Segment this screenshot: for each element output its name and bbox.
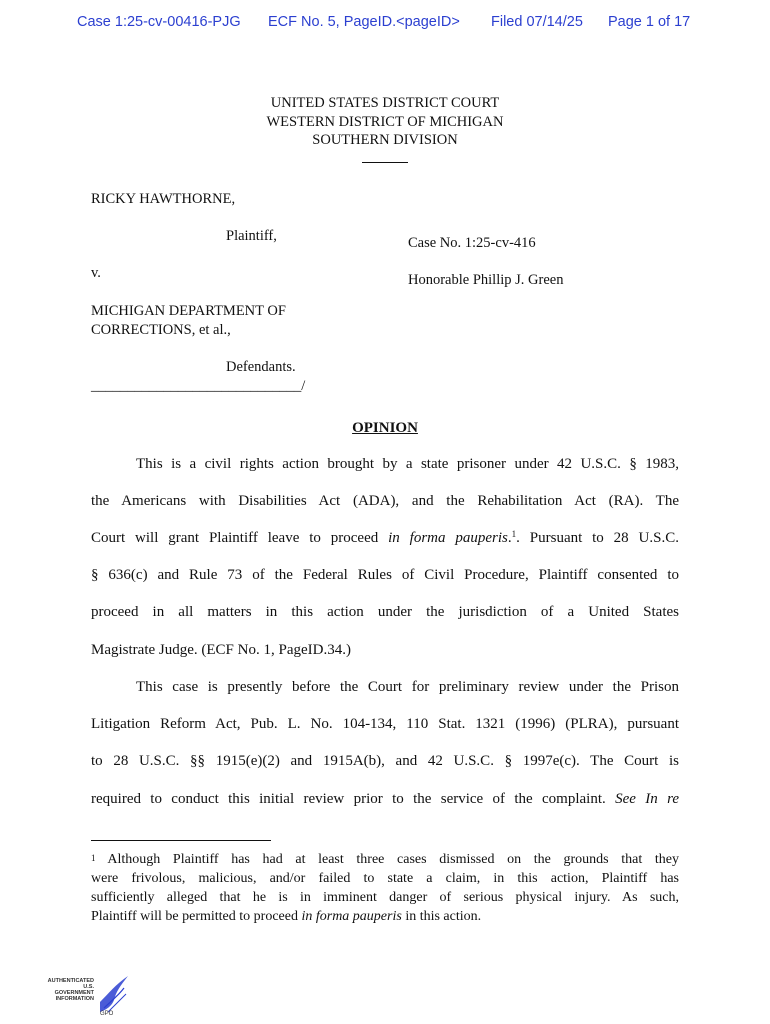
gpo-authentication-logo: AUTHENTICATED U.S. GOVERNMENT INFORMATION GPO bbox=[44, 972, 130, 1016]
filing-header bbox=[0, 14, 770, 34]
court-division: SOUTHERN DIVISION bbox=[312, 132, 458, 148]
italic-phrase: in forma pauperis bbox=[388, 530, 508, 546]
defendant-name-line2: CORRECTIONS, et al., bbox=[91, 322, 231, 338]
eagle-icon bbox=[94, 972, 130, 1016]
body-line: proceed in all matters in this action under the jurisdiction of a United States bbox=[91, 604, 679, 620]
body-line: Magistrate Judge. (ECF No. 1, PageID.34.) bbox=[91, 642, 351, 658]
body-line: This is a civil rights action brought by a state prisoner under 42 U.S.C. § 1983, bbox=[136, 456, 679, 472]
svg-text:GPO: GPO bbox=[100, 1011, 114, 1016]
footnote bbox=[91, 850, 679, 926]
page-count-stamp: Page 1 of 17 bbox=[608, 14, 691, 30]
case-number: Case No. 1:25-cv-416 bbox=[408, 235, 536, 251]
defendant-role: Defendants. bbox=[226, 359, 296, 375]
versus: v. bbox=[91, 265, 101, 281]
footnote-line: sufficiently alleged that he is in imminent danger of serious physical injury. As such, bbox=[91, 890, 679, 905]
footnote-line: were frivolous, malicious, and/or failed to state a claim, in this action, Plaintiff has bbox=[91, 871, 679, 886]
case-number-stamp: Case 1:25-cv-00416-PJG bbox=[77, 14, 241, 30]
footnote-number: 1 bbox=[91, 853, 96, 863]
ecf-stamp: ECF No. 5, PageID.<pageID> bbox=[268, 14, 460, 30]
footnote-marker: 1 bbox=[511, 529, 517, 539]
body-line: the Americans with Disabilities Act (ADA), and the Rehabilitation Act (RA). The bbox=[91, 493, 679, 509]
plaintiff-name: RICKY HAWTHORNE, bbox=[91, 191, 236, 207]
body-line: Court will grant Plaintiff leave to proceed in forma pauperis.$^1$. Pursuant to 28 U.S.C. bbox=[91, 529, 679, 546]
body-line: required to conduct this initial review prior to the service of the complaint. See In re bbox=[91, 791, 680, 807]
italic-phrase: See In re bbox=[615, 791, 680, 807]
opinion-title: OPINION bbox=[352, 420, 418, 436]
caption-signature-line: _____________________________/ bbox=[91, 378, 306, 394]
plaintiff-role: Plaintiff, bbox=[226, 228, 277, 244]
body-line: This case is presently before the Court for preliminary review under the Prison bbox=[136, 679, 679, 695]
heading-divider bbox=[362, 162, 408, 163]
judge-name: Honorable Phillip J. Green bbox=[408, 272, 564, 288]
body-line: to 28 U.S.C. §§ 1915(e)(2) and 1915A(b), and 42 U.S.C. § 1997e(c). The Court is bbox=[91, 753, 679, 769]
body-line: Litigation Reform Act, Pub. L. No. 104-134, 110 Stat. 1321 (1996) (PLRA), pursuant bbox=[91, 716, 679, 732]
body-line: § 636(c) and Rule 73 of the Federal Rules of Civil Procedure, Plaintiff consented to bbox=[91, 567, 679, 583]
footnote-line: Plaintiff will be permitted to proceed in forma pauperis in this action. bbox=[91, 909, 482, 924]
court-name: UNITED STATES DISTRICT COURT bbox=[270, 95, 500, 111]
footnote-divider bbox=[91, 840, 271, 841]
court-district: WESTERN DISTRICT OF MICHIGAN bbox=[266, 113, 504, 130]
court-heading bbox=[0, 94, 770, 150]
filed-date-stamp: Filed 07/14/25 bbox=[491, 14, 583, 30]
defendant-name-line1: MICHIGAN DEPARTMENT OF bbox=[91, 303, 286, 319]
footnote-line: $^1$ Although Plaintiff has had at least three cases dismissed on the grounds that they bbox=[91, 852, 679, 867]
